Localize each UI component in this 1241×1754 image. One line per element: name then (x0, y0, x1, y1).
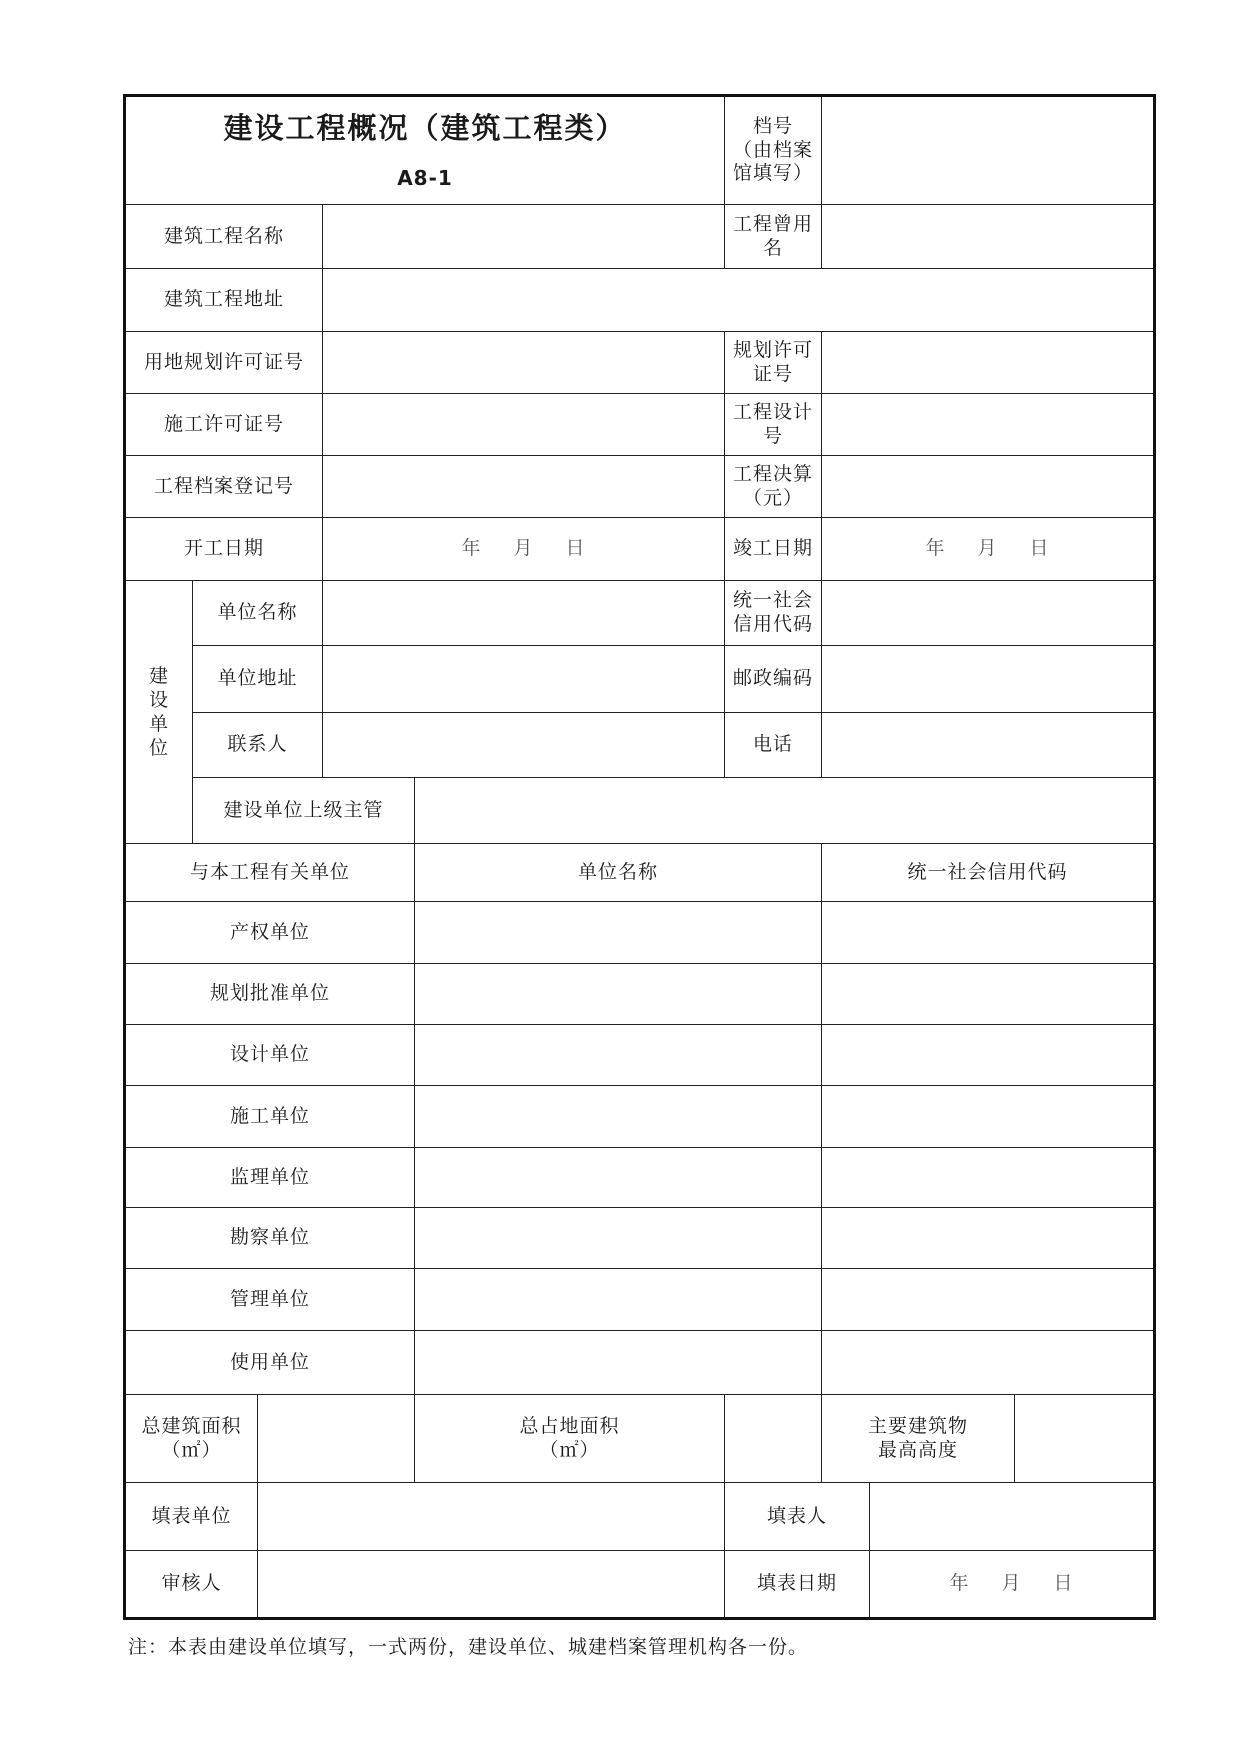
completion-date-day: 日 (1029, 537, 1050, 560)
total-land-area-text: 总占地面积 (519, 1414, 620, 1437)
related-row-name-field[interactable] (415, 964, 822, 1025)
form-code: A8-1 (397, 166, 453, 191)
total-land-area-field[interactable] (725, 1395, 822, 1483)
builder-contact-label: 联系人 (193, 713, 323, 778)
fill-date-month: 月 (1001, 1572, 1022, 1595)
related-row-code-field[interactable] (822, 902, 1155, 964)
start-date-day: 日 (565, 537, 586, 560)
fill-date-year: 年 (949, 1572, 970, 1595)
related-row-name-field[interactable] (415, 1269, 822, 1331)
max-height-label (822, 1395, 1015, 1483)
related-row-code-field[interactable] (822, 1208, 1155, 1269)
max-height-field[interactable] (1015, 1395, 1155, 1483)
project-overview-form (123, 94, 1156, 1620)
related-row-label: 管理单位 (125, 1269, 415, 1331)
archive-no-field[interactable] (822, 96, 1155, 205)
total-floor-area-field[interactable] (258, 1395, 415, 1483)
builder-name-label: 单位名称 (193, 581, 323, 646)
max-height-text-2: 最高高度 (878, 1438, 959, 1461)
completion-date-year: 年 (925, 537, 946, 560)
design-no-label: 工程设计号 (725, 394, 822, 456)
final-account-label: 工程决算（元） (725, 456, 822, 518)
related-row-code-field[interactable] (822, 1086, 1155, 1148)
project-address-label: 建筑工程地址 (125, 269, 323, 332)
completion-date-field[interactable] (822, 518, 1155, 581)
builder-name-field[interactable] (323, 581, 725, 646)
completion-date-month: 月 (977, 537, 998, 560)
related-row-label: 使用单位 (125, 1331, 415, 1395)
filler-unit-label: 填表单位 (125, 1483, 258, 1551)
related-row-name-field[interactable] (415, 1025, 822, 1086)
project-address-field[interactable] (323, 269, 1155, 332)
builder-group-label (125, 581, 193, 844)
filler-field[interactable] (870, 1483, 1155, 1551)
related-row-label: 施工单位 (125, 1086, 415, 1148)
related-row-code-field[interactable] (822, 1331, 1155, 1395)
form-title: 建设工程概况（建筑工程类） (223, 110, 627, 145)
project-name-field[interactable] (323, 205, 725, 269)
design-no-field[interactable] (822, 394, 1155, 456)
builder-postcode-field[interactable] (822, 646, 1155, 713)
builder-superior-field[interactable] (415, 778, 1155, 844)
builder-address-label: 单位地址 (193, 646, 323, 713)
form-note: 注：本表由建设单位填写，一式两份，建设单位、城建档案管理机构各一份。 (128, 1636, 809, 1658)
builder-credit-code-field[interactable] (822, 581, 1155, 646)
start-date-year: 年 (461, 537, 482, 560)
filler-unit-field[interactable] (258, 1483, 725, 1551)
builder-superior-label: 建设单位上级主管 (193, 778, 415, 844)
total-land-area-unit: （㎡） (539, 1438, 600, 1461)
filler-label: 填表人 (725, 1483, 870, 1551)
start-date-field[interactable] (323, 518, 725, 581)
total-land-area-label (415, 1395, 725, 1483)
reviewer-label: 审核人 (125, 1551, 258, 1619)
total-floor-area-text: 总建筑面积 (141, 1414, 242, 1437)
builder-phone-field[interactable] (822, 713, 1155, 778)
related-row-label: 产权单位 (125, 902, 415, 964)
project-name-label: 建筑工程名称 (125, 205, 323, 269)
related-row-code-field[interactable] (822, 1025, 1155, 1086)
start-date-label: 开工日期 (125, 518, 323, 581)
construction-permit-field[interactable] (323, 394, 725, 456)
land-permit-field[interactable] (323, 332, 725, 394)
related-row-label: 规划批准单位 (125, 964, 415, 1025)
former-name-field[interactable] (822, 205, 1155, 269)
related-row-label: 勘察单位 (125, 1208, 415, 1269)
related-row-name-field[interactable] (415, 1331, 822, 1395)
former-name-label: 工程曾用名 (725, 205, 822, 269)
total-floor-area-label (125, 1395, 258, 1483)
archive-reg-label: 工程档案登记号 (125, 456, 323, 518)
builder-phone-label: 电话 (725, 713, 822, 778)
fill-date-label: 填表日期 (725, 1551, 870, 1619)
related-row-name-field[interactable] (415, 1086, 822, 1148)
final-account-field[interactable] (822, 456, 1155, 518)
related-row-name-field[interactable] (415, 1148, 822, 1208)
start-date-month: 月 (513, 537, 534, 560)
construction-permit-label: 施工许可证号 (125, 394, 323, 456)
builder-contact-field[interactable] (323, 713, 725, 778)
related-header-credit-code: 统一社会信用代码 (822, 844, 1155, 902)
related-row-name-field[interactable] (415, 902, 822, 964)
related-row-code-field[interactable] (822, 1269, 1155, 1331)
archive-reg-field[interactable] (323, 456, 725, 518)
archive-no-label-cell (725, 96, 822, 205)
builder-group-text: 建设单位 (148, 664, 169, 759)
related-row-label: 监理单位 (125, 1148, 415, 1208)
form-title-cell (125, 96, 725, 205)
related-header-unit-type: 与本工程有关单位 (125, 844, 415, 902)
plan-permit-label: 规划许可证号 (725, 332, 822, 394)
builder-postcode-label: 邮政编码 (725, 646, 822, 713)
related-header-unit-name: 单位名称 (415, 844, 822, 902)
archive-no-label: 档号 (753, 114, 794, 137)
plan-permit-field[interactable] (822, 332, 1155, 394)
related-row-label: 设计单位 (125, 1025, 415, 1086)
fill-date-day: 日 (1053, 1572, 1074, 1595)
completion-date-label: 竣工日期 (725, 518, 822, 581)
builder-address-field[interactable] (323, 646, 725, 713)
related-row-code-field[interactable] (822, 964, 1155, 1025)
land-permit-label: 用地规划许可证号 (125, 332, 323, 394)
archive-no-hint: （由档案馆填写） (733, 138, 814, 185)
related-row-name-field[interactable] (415, 1208, 822, 1269)
reviewer-field[interactable] (258, 1551, 725, 1619)
builder-credit-code-label: 统一社会信用代码 (725, 581, 822, 646)
fill-date-field[interactable] (870, 1551, 1155, 1619)
related-row-code-field[interactable] (822, 1148, 1155, 1208)
max-height-text-1: 主要建筑物 (868, 1414, 969, 1437)
total-floor-area-unit: （㎡） (161, 1438, 222, 1461)
